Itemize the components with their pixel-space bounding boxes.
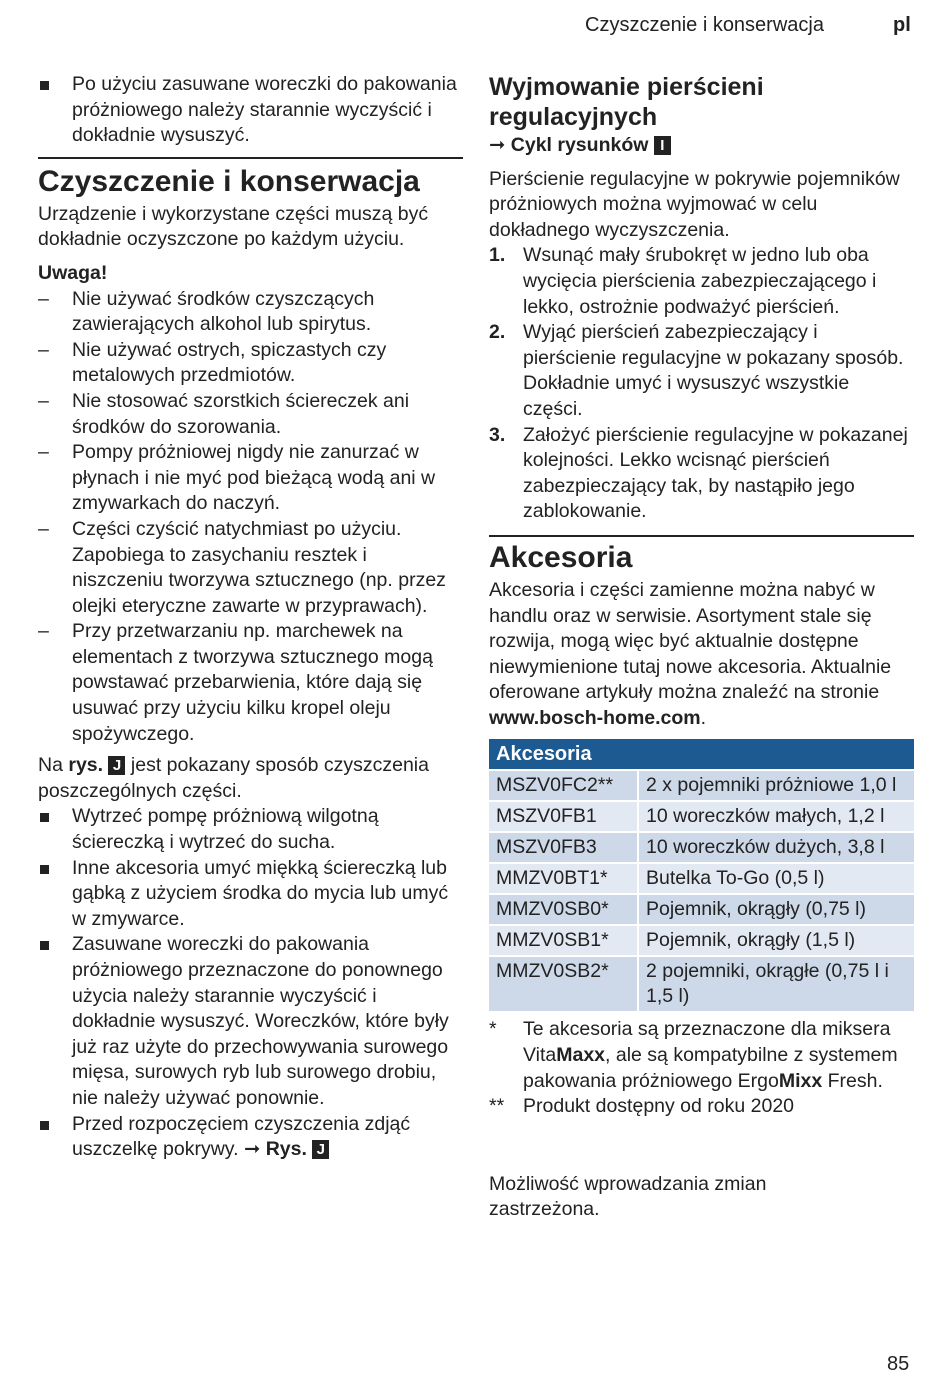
warning-item: – Nie używać ostrych, spiczastych czy metalowych przedmiotów. — [38, 338, 387, 387]
figure-cycle-ref: ➞ Cykl rysunków I — [489, 133, 914, 159]
table-row: MMZV0SB2* 2 pojemniki, okrągłe (0,75 l i 1,5 l) — [489, 957, 914, 1011]
bullet-square-icon — [40, 81, 49, 90]
warning-label: Uwaga! — [38, 261, 108, 284]
cleaning-bullet: Zasuwane woreczki do pakowania próżniowego przeznaczone do ponownego użycia należy starannie wyczyścić i dokładnie wysuszyć. Woreczków, które były już raz użyte do przechowywania surowego mięsa, surowych ryb lub surowego drobiu, nie należy używać ponownie. — [38, 932, 463, 1111]
arrow-right-icon: ➞ — [489, 134, 506, 156]
step-item: 1. Wsunąć mały śrubokręt w jedno lub oba wycięcia pierścienia zabezpieczającego i lekko, ostrożnie podważyć pierścień. — [489, 244, 877, 318]
rings-title: Wyjmowanie pierścieni regulacyjnych — [489, 73, 764, 131]
arrow-right-icon: ➞ — [243, 1138, 261, 1161]
cleaning-title: Czyszczenie i konserwacja — [38, 164, 420, 198]
warning-item: – Pompy próżniowej nigdy nie zanurzać w płynach i nie myć pod bieżącą wodą ani w zmywarkach do naczyń. — [38, 441, 436, 515]
table-row: MSZV0FB1 10 woreczków małych, 1,2 l — [489, 802, 914, 831]
table-row: MSZV0FB3 10 woreczków dużych, 3,8 l — [489, 833, 914, 862]
accessories-intro: Akcesoria i części zamienne można nabyć w handlu oraz w serwisie. Asortyment stale się rozwija, mogą więc być aktualnie dostępne niewymienione tutaj nowe akcesoria. Aktualnie oferowane artykuły można znaleźć na stronie www.bosch-home.com. — [489, 578, 892, 729]
accessories-title: Akcesoria — [489, 540, 633, 574]
running-header-title: Czyszczenie i konserwacja — [585, 14, 824, 36]
accessories-table — [489, 737, 914, 1013]
table-header: Akcesoria — [489, 739, 914, 769]
cleaning-bullets — [38, 804, 463, 1162]
website-link[interactable]: www.bosch-home.com — [489, 706, 701, 729]
step-item: 2. Wyjąć pierścień zabezpieczający i pierścienie regulacyjne w pokazany sposób. Dokładnie umyć i wysuszyć wszystkie części. — [489, 321, 904, 420]
bullet-square-icon — [40, 1121, 49, 1130]
bullet-square-icon — [40, 941, 49, 950]
bullet-square-icon — [40, 813, 49, 822]
page-number: 85 — [887, 1353, 910, 1375]
footnote-single-star: * Te akcesoria są przeznaczone dla miksera VitaMaxx, ale są kompatybilne z systemem pakowania próżniowego ErgoMixx Fresh. — [489, 1018, 898, 1092]
cleaning-bullet: Wytrzeć pompę próżniową wilgotną ściereczką i wytrzeć do sucha. — [38, 804, 463, 855]
warning-item: – Nie stosować szorstkich ściereczek ani środków do szorowania. — [38, 389, 410, 438]
figure-reference: Na rys. J jest pokazany sposób czyszczenia poszczególnych części. — [38, 754, 429, 802]
left-column — [38, 72, 463, 1163]
section-divider — [38, 157, 463, 159]
warning-item: – Przy przetwarzaniu np. marchewek na elementach z tworzywa sztucznego mogą powstawać przebarwienia, które dają się usuwać przy użyciu kilku kropel oleju spożywczego. — [38, 620, 433, 745]
table-row: MMZV0BT1* Butelka To-Go (0,5 l) — [489, 864, 914, 893]
right-column — [489, 72, 914, 1223]
rings-intro: Pierścienie regulacyjne w pokrywie pojemników próżniowych można wyjmować w celu dokładnego wyczyszczenia. — [489, 167, 900, 241]
steps-list — [489, 243, 914, 525]
step-item: 3. Założyć pierścienie regulacyjne w pokazanej kolejności. Lekko wcisnąć pierścień zabezpieczający tak, by nastąpiło jego zablokowanie. — [489, 423, 908, 523]
table-row: MSZV0FC2** 2 x pojemniki próżniowe 1,0 l — [489, 771, 914, 800]
figure-letter-badge: J — [312, 1140, 329, 1159]
intro-bullet-text: Po użyciu zasuwane woreczki do pakowania próżniowego należy starannie wyczyścić i dokładnie wysuszyć. — [72, 73, 457, 147]
figure-letter-badge: J — [108, 756, 125, 775]
warnings-list — [38, 287, 463, 748]
figure-letter-badge: I — [654, 136, 671, 155]
cleaning-bullet: Przed rozpoczęciem czyszczenia zdjąć uszczelkę pokrywy. ➞ Rys. J — [38, 1112, 463, 1163]
cleaning-bullet: Inne akcesoria umyć miękką ściereczką lub gąbką z użyciem środka do mycia lub umyć w zmywarce. — [38, 856, 463, 933]
running-header-language: pl — [893, 14, 911, 36]
warning-item: – Części czyścić natychmiast po użyciu. Zapobiega to zasychaniu resztek i niszczeniu tworzywa sztucznego (np. przez olejki eteryczne zawarte w przyprawach). — [38, 517, 446, 617]
intro-bullet — [38, 72, 463, 149]
bullet-square-icon — [40, 865, 49, 874]
cleaning-intro: Urządzenie i wykorzystane części muszą być dokładnie oczyszczone po każdym użyciu. — [38, 202, 429, 251]
footnote-double-star: ** Produkt dostępny od roku 2020 — [489, 1095, 795, 1118]
disclaimer: Możliwość wprowadzania zmian zastrzeżona. — [489, 1172, 767, 1221]
warning-item: – Nie używać środków czyszczących zawierających alkohol lub spirytus. — [38, 287, 375, 336]
table-row: MMZV0SB0* Pojemnik, okrągły (0,75 l) — [489, 895, 914, 924]
section-divider — [489, 535, 914, 537]
table-row: MMZV0SB1* Pojemnik, okrągły (1,5 l) — [489, 926, 914, 955]
